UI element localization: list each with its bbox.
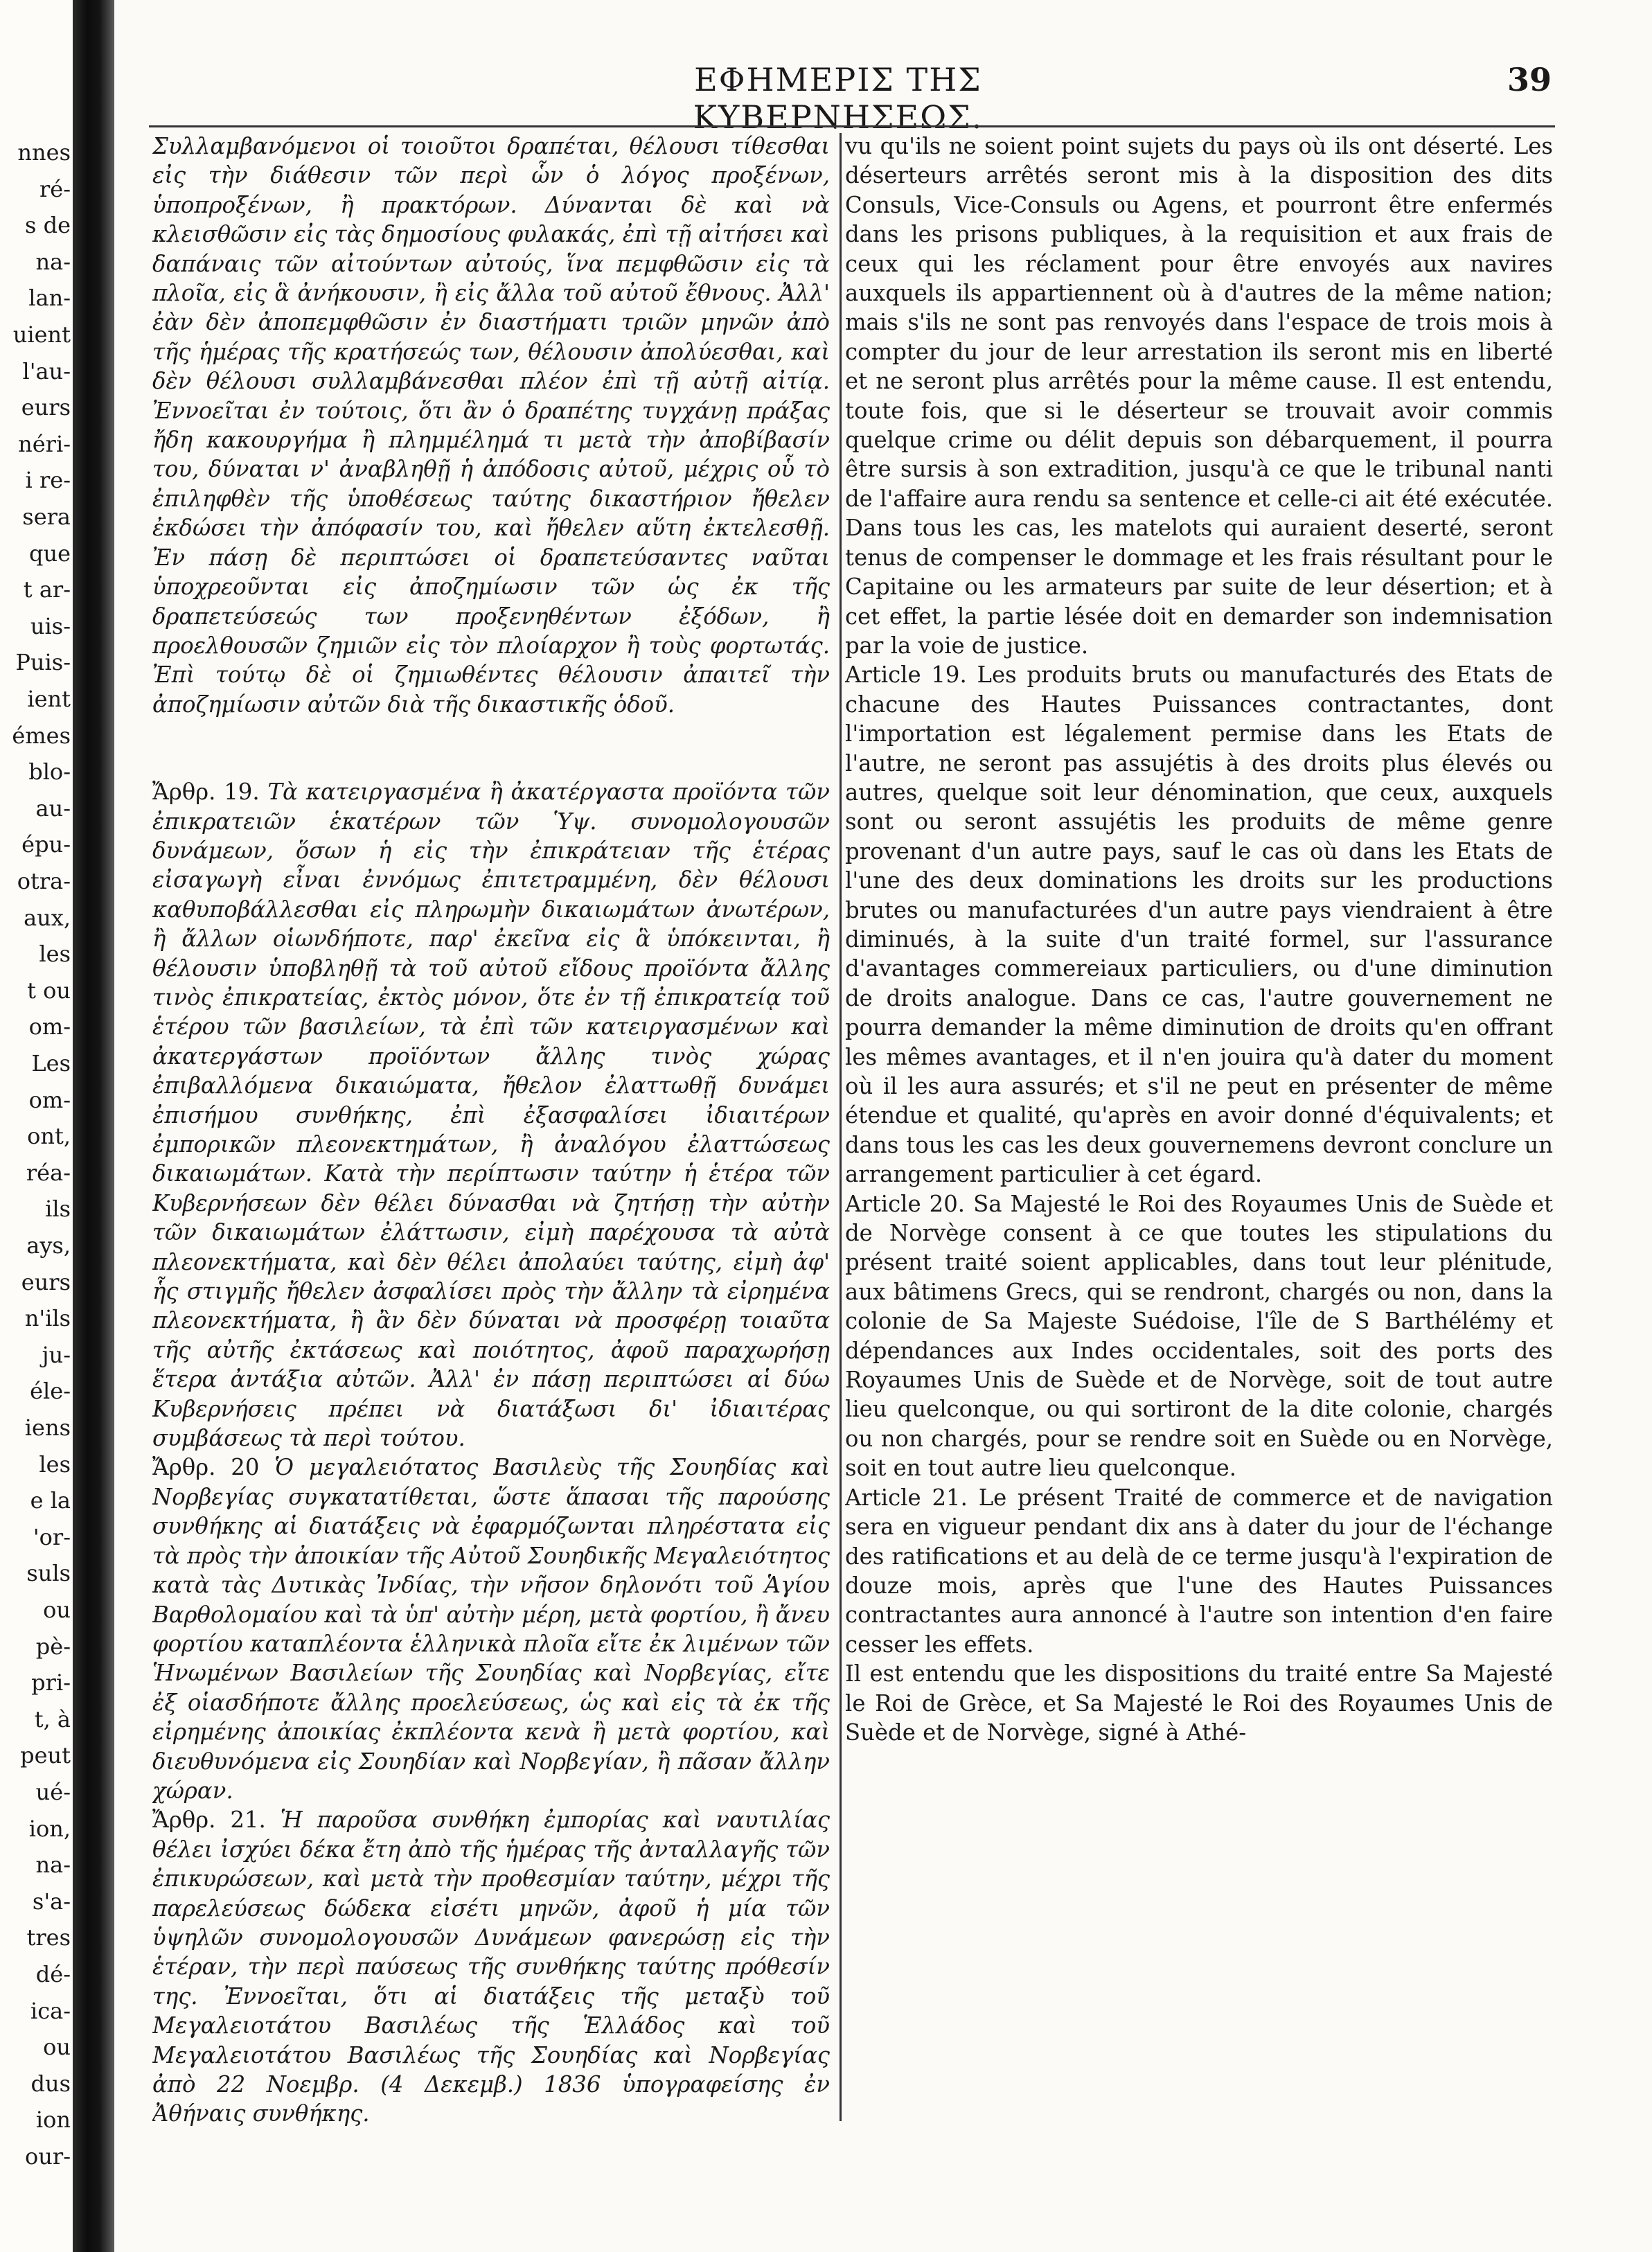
margin-fragment: nnes [17,139,71,166]
margin-fragment: om- [28,1013,71,1040]
margin-fragment: ou [43,1597,71,1623]
margin-fragment: uient [12,321,71,348]
margin-fragment: émes [12,722,71,749]
margin-fragment: peut [20,1742,71,1769]
margin-fragment: ays, [26,1232,71,1259]
margin-fragment: t ar- [23,576,71,603]
page-number: 39 [1507,61,1552,98]
french-article-21-text: Le présent Traité de commerce et de navigation sera en vigueur pendant dix ans à dater du jour de l'échange des ratifications et au delà de ce terme jusqu'à l'expiration de douze mois, après que l'une des Hautes Puissances contractantes aura annoncé à l'autre son intention d'en faire cesser les effets. [845,1484,1553,1658]
margin-fragment: na- [35,248,71,275]
french-paragraph-final: Il est entendu que les dispositions du traité entre Sa Majesté le Roi de Grèce, et Sa Majesté le Roi des Royaumes Unis de Suède et de Norvège, signé à Athé- [845,1660,1553,1746]
margin-fragment: ont, [27,1123,71,1150]
margin-fragment: pè- [35,1633,71,1660]
margin-fragment: dé- [35,1961,71,1987]
previous-page-edge [0,0,73,2252]
margin-fragment: l'au- [22,357,71,384]
margin-fragment: i re- [25,467,71,494]
margin-fragment: aux, [24,904,71,931]
margin-fragment: les [39,1451,71,1478]
margin-fragment: na- [35,1852,71,1879]
margin-fragment: our- [25,2143,71,2170]
margin-fragment: ient [27,686,71,712]
greek-article-20-label: Ἄρθρ. 20 [152,1454,260,1481]
margin-fragment: t, à [34,1705,71,1732]
margin-fragment: uis- [30,612,71,639]
margin-fragment: que [28,540,71,567]
margin-fragment: n'ils [24,1305,71,1332]
margin-fragment: ils [45,1196,71,1223]
french-article-19-text: Les produits bruts ou manufacturés des Etats de chacune des Hautes Puissances contractantes, dont l'importation est légalement permise dans les Etats de l'autre, ne seront pas assujétis à des droits plus élevés ou autres, quelque soit leur dénomination, que ceux, auxquels sont ou seront assujétis les produits de même genre provenant d'un autre pays, sauf le cas où dans les Etats de l'une des deux dominations les droits sur les productions brutes ou manufacturées d'un autre pays viendraient à être diminués, à la suite d'un traité formel, sur l'assurance d'avantages commereiaux particuliers, ou d'une diminution de droits analogue. Dans ce cas, l'autre gouvernement ne pourra demander la même diminution de droits qu'en offrant les mêmes avantages, et il n'en jouira qu'à dater du moment où il les aura assurés; et s'il ne peut en présenter de même étendue et qualité, qu'après en avoir donné d'équivalents; et dans tous les cas les deux gouvernemens devront conclure un arrangement particulier à cet égard. [845,662,1553,1188]
margin-fragment: sera [22,504,71,530]
margin-fragment: s de [24,212,71,239]
margin-fragment: ou [43,2034,71,2061]
margin-fragment: lan- [28,285,71,312]
french-article-21 [845,1483,1553,1659]
greek-article-21-text: Ἡ παροῦσα συνθήκη ἐμπορίας καὶ ναυτιλίας θέλει ἰσχύει δέκα ἔτη ἀπὸ τῆς ἡμέρας τῆς ἀνταλλαγῆς τῶν ἐπικυρώσεων, καὶ μετὰ τὴν προθεσμίαν ταύτην, μέχρι τῆς παρελεύσεως δώδεκα εἰσέτι μηνῶν, ἀφοῦ ἡ μία τῶν ὑψηλῶν συνομολογουσῶν Δυνάμεων φανερώσῃ εἰς τὴν ἑτέραν, τὴν περὶ παύσεως τῆς συνθήκης ταύτης πρόθεσίν της. Ἐννοεῖται, ὅτι αἱ διατάξεις τῆς μεταξὺ τοῦ Μεγαλειοτάτου Βασιλέως τῆς Ἑλλάδος καὶ τοῦ Μεγαλειοτάτου Βασιλέως τῆς Σουηδίας καὶ Νορβεγίας ἀπὸ 22 Νοεμβρ. (4 Δεκεμβ.) 1836 ὑπογραφείσης ἐν Ἀθήναις συνθήκης. [152,1807,830,2127]
margin-fragment: blo- [28,759,71,786]
margin-fragment: t ou [27,977,71,1004]
greek-blank-space [152,719,830,777]
margin-fragment: otra- [17,868,71,894]
greek-article-21 [152,1805,830,2127]
margin-fragment: ica- [30,1997,71,2024]
margin-fragment: 'or- [33,1523,71,1550]
french-article-19 [845,660,1553,1189]
margin-fragment: les [39,941,71,968]
greek-article-19-text: Τὰ κατειργασμένα ἢ ἀκατέργαστα προϊόντα τῶν ἐπικρατειῶν ἑκατέρων τῶν Ὑψ. συνομολογουσῶν δυνάμεων, ὅσων ἡ εἰς τὴν ἐπικράτειαν τῆς ἑτέρας εἰσαγωγὴ εἶναι ἐννόμως ἐπιτετραμμένη, δὲν θέλουσι καθυποβάλλεσθαι εἰς πληρωμὴν δικαιωμάτων ἀνωτέρων, ἢ ἄλλων οἱωνδήποτε, παρ' ἐκεῖνα εἰς ἃ ὑπόκεινται, ἢ θέλουσιν ὑποβληθῇ τὰ τοῦ αὐτοῦ εἴδους προϊόντα ἄλλης τινὸς ἐπικρατείας, ἐκτὸς μόνον, ὅτε ἐν τῇ ἐπικρατείᾳ τοῦ ἑτέρου τῶν βασιλείων, τὰ ἐπὶ τῶν κατειργασμένων καὶ ἀκατεργάστων προϊόντων ἄλλης τινὸς χώρας ἐπιβαλλόμενα δικαιώματα, ἤθελον ἐλαττωθῇ δυνάμει ἐπισήμου συνθήκης, ἐπὶ ἐξασφαλίσει ἰδιαιτέρων ἐμπορικῶν πλεονεκτημάτων, ἢ ἀναλόγου ἐλαττώσεως δικαιωμάτων. Κατὰ τὴν περίπτωσιν ταύτην ἡ ἑτέρα τῶν Κυβερνήσεων δὲν θέλει δύνασθαι νὰ ζητήσῃ τὴν αὐτὴν τῶν δικαιωμάτων ἐλάττωσιν, εἰμὴ παρέχουσα τὰ αὐτὰ πλεονεκτήματα, καὶ δὲν θέλει ἀπολαύει ταύτης, εἰμὴ ἀφ' ἧς στιγμῆς ἤθελεν ἀσφαλίσει πρὸς τὴν ἄλλην τὰ εἰρημένα πλεονεκτήματα, ἢ ἂν δὲν δύναται νὰ προσφέρῃ τοιαῦτα τῆς αὐτῆς ἐκτάσεως καὶ ποιότητος, ἀφοῦ παραχωρήσῃ ἕτερα ἀντάξια αὐτῶν. Ἀλλ' ἐν πάσῃ περιπτώσει αἱ δύω Κυβερνήσεις πρέπει νὰ διατάξωσι δι' ἰδιαιτέρας συμβάσεως τὰ περὶ τούτου. [152,779,830,1452]
greek-paragraph-desertion: Συλλαμβανόμενοι οἱ τοιοῦτοι δραπέται, θέλουσι τίθεσθαι εἰς τὴν διάθεσιν τῶν περὶ ὧν ὁ λόγος προξένων, ὑποπροξένων, ἢ πρακτόρων. Δύνανται δὲ καὶ νὰ κλεισθῶσιν εἰς τὰς δημοσίους φυλακάς, ἐπὶ τῇ αἰτήσει καὶ δαπάναις τῶν αἰτούντων αὐτούς, ἵνα πεμφθῶσιν εἰς τὰ πλοῖα, εἰς ἃ ἀνήκουσιν, ἢ εἰς ἄλλα τοῦ αὐτοῦ ἔθνους. Ἀλλ' ἐὰν δὲν ἀποπεμφθῶσιν ἐν διαστήματι τριῶν μηνῶν ἀπὸ τῆς ἡμέρας τῆς κρατήσεώς των, θέλουσιν ἀπολύεσθαι, καὶ δὲν θέλουσι συλλαμβάνεσθαι πλέον ἐπὶ τῇ αὐτῇ αἰτίᾳ. Ἐννοεῖται ἐν τούτοις, ὅτι ἂν ὁ δραπέτης τυγχάνῃ πράξας ἤδη κακουργήμα ἢ πλημμέλημά τι μετὰ τὴν ἀποβίβασίν του, δύναται ν' ἀναβληθῇ ἡ ἀπόδοσις αὐτοῦ, μέχρις οὗ τὸ ἐπιληφθὲν τῆς ὑποθέσεως ταύτης δικαστήριον ἤθελεν ἐκδώσει τὴν ἀπόφασίν του, καὶ ἤθελεν αὕτη ἐκτελεσθῇ. Ἐν πάσῃ δὲ περιπτώσει οἱ δραπετεύσαντες ναῦται ὑποχρεοῦνται εἰς ἀποζημίωσιν τῶν ὡς ἐκ τῆς δραπετεύσεώς των προξενηθέντων ἐξόδων, ἢ προελθουσῶν ζημιῶν εἰς τὸν πλοίαρχον ἢ τοὺς φορτωτάς. Ἐπὶ τούτῳ δὲ οἱ ζημιωθέντες θέλουσιν ἀπαιτεῖ τὴν ἀποζημίωσιν αὐτῶν διὰ τῆς δικαστικῆς ὁδοῦ. [152,133,830,718]
greek-article-20-text: Ὁ μεγαλειότατος Βασιλεὺς τῆς Σουηδίας καὶ Νορβεγίας συγκατατίθεται, ὥστε ἅπασαι τῆς παρούσης συνθήκης αἱ διατάξεις νὰ ἐφαρμόζωνται πληρέστατα εἰς τὰ πρὸς τὴν ἀποικίαν τῆς Αὐτοῦ Σουηδικῆς Μεγαλειότητος κατὰ τὰς Δυτικὰς Ἰνδίας, τὴν νῆσον δηλονότι τοῦ Ἁγίου Βαρθολομαίου καὶ τὰ ὑπ' αὐτὴν μέρη, μετὰ φορτίου, ἢ ἄνευ φορτίου καταπλέοντα ἑλληνικὰ πλοῖα εἴτε ἐκ λιμένων τῶν Ἡνωμένων Βασιλείων τῆς Σουηδίας καὶ Νορβεγίας, εἴτε ἐξ οἱασδήποτε ἄλλης προελεύσεως, ὡς καὶ εἰς τὰ ἐκ τῆς εἰρημένης ἀποικίας ἐκπλέοντα κενὰ ἢ μετὰ φορτίου, καὶ διευθυνόμενα εἰς Σουηδίαν καὶ Νορβεγίαν, ἢ πᾶσαν ἄλλην χώραν. [152,1454,830,1804]
margin-fragment: ju- [42,1341,71,1368]
margin-fragment: épu- [21,831,71,858]
margin-fragment: au- [35,795,71,822]
margin-fragment: Puis- [15,649,71,676]
margin-fragment: ué- [35,1779,71,1805]
margin-fragment: eurs [21,1268,71,1295]
margin-fragment: dus [30,2070,71,2097]
margin-fragment: suls [26,1560,71,1587]
french-article-19-label: Article 19. [845,662,967,689]
margin-fragment: s'a- [32,1888,71,1915]
margin-fragment: eurs [21,394,71,421]
margin-fragment: ion [35,2107,71,2134]
french-column [845,132,1553,2127]
margin-fragment: ion, [28,1815,71,1842]
french-article-20-label: Article 20. [845,1190,966,1217]
margin-fragment: éle- [30,1378,71,1405]
margin-fragment: réa- [26,1159,71,1186]
column-divider [840,133,842,2121]
margin-fragment: iens [24,1415,71,1441]
greek-article-21-label: Ἄρθρ. 21. [152,1807,266,1834]
greek-column [152,132,830,2127]
greek-article-19 [152,777,830,1453]
french-article-20 [845,1189,1553,1483]
margin-fragment: pri- [31,1669,71,1696]
greek-article-20 [152,1453,830,1805]
french-paragraph-desertion: vu qu'ils ne soient point sujets du pays où ils ont déserté. Les déserteurs arrêtés seront mis à la disposition des dits Consuls, Vice-Consuls ou Agens, et pourront être enfermés dans les prisons publiques, à la requisition et aux frais de ceux qui les réclament pour être envoyés aux navires auxquels ils appartiennent où à d'autres de la même nation; mais s'ils ne sont pas renvoyés dans l'espace de trois mois à compter du jour de leur arrestation ils seront mis en liberté et ne seront plus arrêtés pour la même cause. Il est entendu, toute fois, que si le déserteur se trouvait avoir commis quelque crime ou délit depuis son débarquement, il pourra être sursis à son extradition, jusqu'à ce que le tribunal nanti de l'affaire aura rendu sa sentence et celle-ci ait été exécutée. Dans tous les cas, les matelots qui auraient deserté, seront tenus de compenser le dommage et les frais résultant pour le Capitaine ou les armateurs par suite de leur désertion; et à cet effet, la partie lésée doit en demarder son indemnisation par la voie de justice. [845,133,1553,659]
header-rule [149,125,1555,127]
margin-fragment: e la [30,1487,71,1514]
book-binding-shadow [73,0,114,2252]
french-article-20-text: Sa Majesté le Roi des Royaumes Unis de Suède et de Norvège consent à ce que toutes les stipulations du présent traité soient applicables, dans tout leur plénitude, aux bâtimens Grecs, qui se rendront, chargés ou non, dans la colonie de Sa Majeste Suédoise, l'île de S Barthélémy et dépendances aux Indes occidentales, soit des ports des Royaumes Unis de Suède et de Norvège, soit de tout autre lieu quelconque, ou qui sortiront de la dite colonie, chargés ou non chargés, pour se rendre soit en Suède ou en Norvège, soit en tout autre lieu quelconque. [845,1190,1553,1482]
page-header-title: ΕΦΗΜΕΡΙΣ ΤΗΣ ΚΥΒΕΡΝΗΣΕΩΣ. [693,61,984,136]
margin-fragment: om- [28,1086,71,1113]
greek-article-19-label: Ἄρθρ. 19. [152,779,260,806]
margin-fragment: Les [31,1050,71,1076]
margin-fragment: tres [26,1924,71,1951]
french-article-21-label: Article 21. [845,1484,968,1511]
margin-fragment: ré- [39,175,71,202]
margin-fragment: néri- [18,430,71,457]
